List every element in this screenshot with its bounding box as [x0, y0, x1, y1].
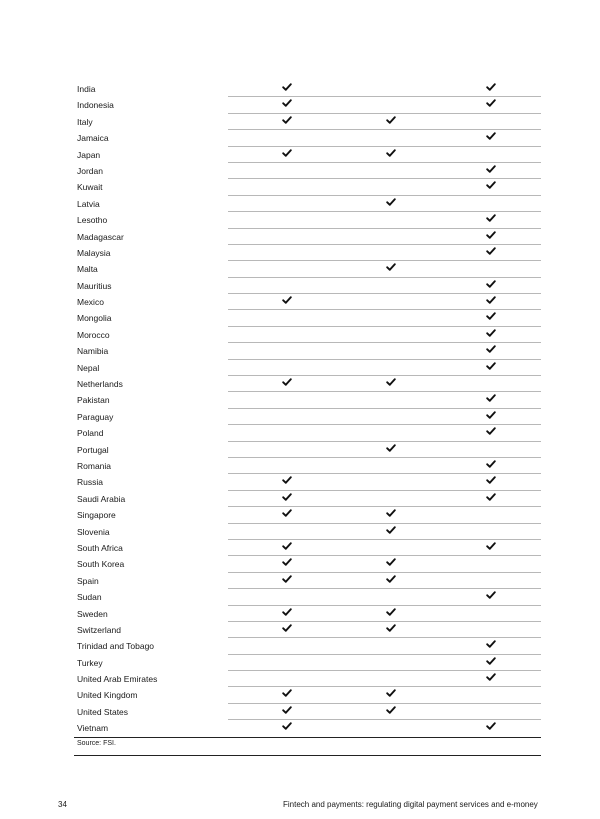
checkmark-icon: [486, 131, 498, 143]
checkmark-icon: [486, 475, 498, 487]
country-name: Russia: [77, 477, 103, 488]
checkmark-icon: [282, 82, 294, 94]
table-row: [74, 327, 541, 343]
checkmark-icon: [386, 525, 398, 537]
checkmark-icon: [386, 197, 398, 209]
checkmark-icon: [386, 574, 398, 586]
checkmark-icon: [282, 557, 294, 569]
country-name: Mexico: [77, 297, 104, 308]
table-row: [74, 425, 541, 441]
checkmark-icon: [282, 705, 294, 717]
checkmark-icon: [386, 262, 398, 274]
table-row: [74, 212, 541, 228]
table-row: [74, 458, 541, 474]
country-name: Poland: [77, 428, 104, 439]
checkmark-icon: [386, 377, 398, 389]
country-name: Latvia: [77, 198, 100, 209]
checkmark-icon: [282, 508, 294, 520]
checkmark-icon: [282, 115, 294, 127]
checkmark-icon: [486, 295, 498, 307]
checkmark-icon: [486, 164, 498, 176]
table-row: [74, 392, 541, 408]
table-row: [74, 147, 541, 163]
country-name: Portugal: [77, 444, 109, 455]
checkmark-icon: [282, 721, 294, 733]
checkmark-icon: [282, 492, 294, 504]
checkmark-icon: [486, 82, 498, 94]
table-row: [74, 638, 541, 654]
table-row: [74, 524, 541, 540]
table-row: [74, 278, 541, 294]
country-name: United Arab Emirates: [77, 674, 158, 685]
checkmark-icon: [486, 590, 498, 602]
checkmark-icon: [486, 98, 498, 110]
table-row: [74, 589, 541, 605]
table-row: [74, 556, 541, 572]
country-name: South Africa: [77, 542, 123, 553]
country-name: Slovenia: [77, 526, 110, 537]
checkmark-icon: [486, 361, 498, 373]
country-name: Kuwait: [77, 182, 103, 193]
page-number: 34: [58, 800, 67, 809]
checkmark-icon: [486, 246, 498, 258]
country-name: Romania: [77, 460, 112, 471]
checkmark-icon: [486, 344, 498, 356]
country-name: Netherlands: [77, 379, 123, 390]
checkmark-icon: [282, 574, 294, 586]
checkmark-icon: [486, 311, 498, 323]
checkmark-icon: [282, 623, 294, 635]
checkmark-icon: [282, 688, 294, 700]
country-name: Mauritius: [77, 280, 112, 291]
checkmark-icon: [486, 656, 498, 668]
checkmark-icon: [386, 148, 398, 160]
table-row: [74, 196, 541, 212]
table-row: [74, 376, 541, 392]
checkmark-icon: [486, 230, 498, 242]
table-row: [74, 573, 541, 589]
checkmark-icon: [486, 541, 498, 553]
table-row: [74, 704, 541, 720]
table-row: [74, 81, 541, 97]
country-name: Japan: [77, 149, 101, 160]
checkmark-icon: [282, 475, 294, 487]
checkmark-icon: [486, 328, 498, 340]
table-row: [74, 229, 541, 245]
country-name: Malta: [77, 264, 98, 275]
table-row: [74, 294, 541, 310]
checkmark-icon: [386, 607, 398, 619]
checkmark-icon: [282, 607, 294, 619]
country-name: Indonesia: [77, 100, 114, 111]
country-name: Pakistan: [77, 395, 110, 406]
country-name: Madagascar: [77, 231, 124, 242]
table-row: [74, 442, 541, 458]
checkmark-icon: [386, 705, 398, 717]
checkmark-icon: [386, 557, 398, 569]
checkmark-icon: [486, 393, 498, 405]
table-row: [74, 507, 541, 523]
country-name: Nepal: [77, 362, 100, 373]
checkmark-icon: [486, 639, 498, 651]
table-row: [74, 687, 541, 703]
checkmark-icon: [486, 410, 498, 422]
country-name: India: [77, 84, 96, 94]
table-row: [74, 114, 541, 130]
checkmark-icon: [386, 688, 398, 700]
table-row: [74, 360, 541, 376]
country-name: Sudan: [77, 592, 102, 603]
checkmark-icon: [386, 508, 398, 520]
table-row: [74, 343, 541, 359]
country-name: Singapore: [77, 510, 116, 521]
checkmark-icon: [386, 623, 398, 635]
table-row: [74, 179, 541, 195]
checkmark-icon: [486, 459, 498, 471]
table-row: [74, 671, 541, 687]
country-name: Lesotho: [77, 215, 108, 226]
country-name: Trinidad and Tobago: [77, 641, 155, 652]
country-name: Spain: [77, 575, 99, 586]
table-row: [74, 163, 541, 179]
table-row: [74, 409, 541, 425]
country-name: United States: [77, 706, 129, 717]
checkmark-icon: [486, 672, 498, 684]
table-row: [74, 310, 541, 326]
country-name: Turkey: [77, 657, 103, 668]
table-row: [74, 540, 541, 556]
table-row: [74, 491, 541, 507]
country-name: Jamaica: [77, 133, 109, 144]
country-name: Jordan: [77, 165, 103, 176]
country-name: Vietnam: [77, 723, 109, 734]
checkmark-icon: [282, 541, 294, 553]
country-table: [74, 81, 541, 737]
checkmark-icon: [486, 426, 498, 438]
table-row: [74, 261, 541, 277]
section-bottom-rule: [74, 755, 541, 756]
checkmark-icon: [282, 148, 294, 160]
country-name: Malaysia: [77, 247, 111, 258]
table-row: [74, 130, 541, 146]
checkmark-icon: [486, 213, 498, 225]
country-name: Morocco: [77, 329, 110, 340]
checkmark-icon: [486, 279, 498, 291]
country-name: Saudi Arabia: [77, 493, 126, 504]
table-row: [74, 606, 541, 622]
country-name: United Kingdom: [77, 690, 138, 701]
country-name: Paraguay: [77, 411, 114, 422]
checkmark-icon: [282, 295, 294, 307]
checkmark-icon: [282, 98, 294, 110]
country-name: Italy: [77, 116, 93, 127]
table-row: [74, 622, 541, 638]
table-bottom-rule: [74, 737, 541, 738]
table-source-note: Source: FSI.: [77, 740, 116, 747]
table-row: [74, 655, 541, 671]
table-row: [74, 245, 541, 261]
table-row: [74, 474, 541, 490]
country-name: Namibia: [77, 346, 109, 357]
checkmark-icon: [282, 377, 294, 389]
country-name: Sweden: [77, 608, 108, 619]
country-name: South Korea: [77, 559, 125, 570]
checkmark-icon: [386, 443, 398, 455]
checkmark-icon: [386, 115, 398, 127]
checkmark-icon: [486, 492, 498, 504]
footer-title: Fintech and payments: regulating digital payment services and e-money: [283, 800, 538, 809]
checkmark-icon: [486, 721, 498, 733]
table-row: [74, 720, 541, 736]
table-row: [74, 97, 541, 113]
country-name: Mongolia: [77, 313, 112, 324]
country-name: Switzerland: [77, 624, 121, 635]
checkmark-icon: [486, 180, 498, 192]
